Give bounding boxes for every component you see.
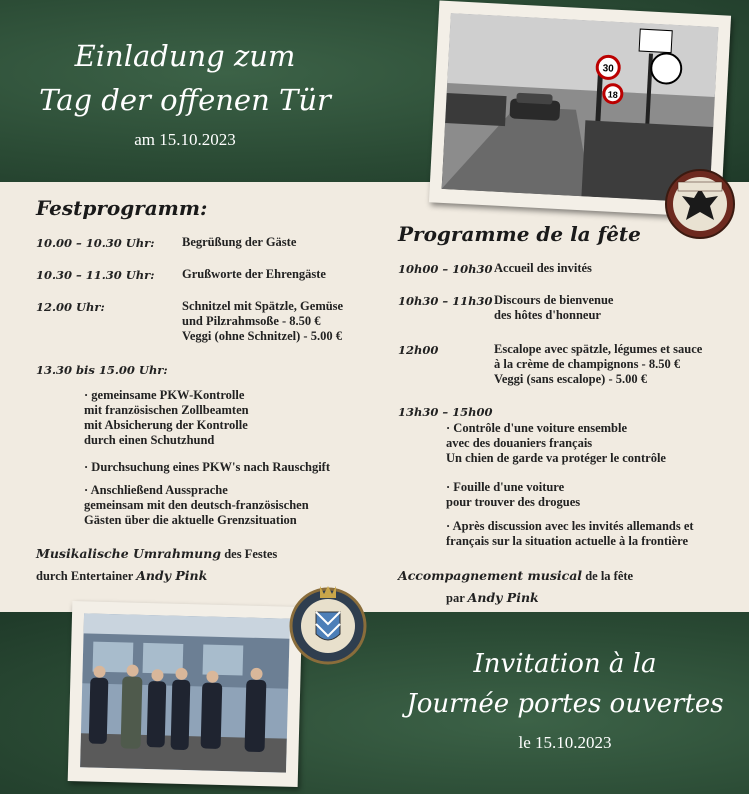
fr-entertainer-prefix: par [446,591,468,605]
fr-music-line [398,568,633,584]
customs-officers-photo [68,601,303,787]
speed-sign-18: 18 [607,89,619,100]
fr-time-3: 12h00 [398,343,439,357]
de-bullet-3: · Anschließend Aussprache gemeinsam mit den deutsch-französischen Gästen über die aktuelle Grenzsituation [84,483,309,527]
de-entertainer-prefix: durch Entertainer [36,569,137,583]
fr-bullet-2: · Fouille d'une voiture pour trouver des drogues [446,480,581,509]
fr-music-rest: de la fête [582,569,634,583]
fr-item-1: Accueil des invités [494,261,592,275]
bavarian-badge-bottom [288,580,368,666]
de-music-rest: des Festes [221,547,278,561]
french-title [385,644,745,724]
officers-photo-image [80,613,290,772]
de-item-2: Grußworte der Ehrengäste [182,267,326,281]
fr-item-2: Discours de bienvenue des hôtes d'honneur [494,293,614,322]
fr-bullet-3: · Après discussion avec les invités allemands et français sur la situation actuelle à la frontière [446,519,694,548]
de-entertainer-line [36,568,207,584]
fr-time-1: 10h00 – 10h30 [398,262,493,276]
de-time-1: 10.00 – 10.30 Uhr: [36,236,155,250]
speed-sign-30: 30 [602,63,614,75]
eagle-emblem-icon [664,168,736,240]
fr-entertainer-line [446,590,539,606]
de-bullet-1: · gemeinsame PKW-Kontrolle mit französischen Zollbeamten mit Absicherung der Kontrolle durch einen Schutzhund [84,388,249,447]
de-time-2: 10.30 – 11.30 Uhr: [36,268,155,282]
french-program-heading: Programme de la fête [398,222,641,246]
de-entertainer-name: Andy Pink [136,568,208,583]
fr-item-3: Escalope avec spätzle, légumes et sauce à la crème de champignons - 8.50 € Veggi (sans escalope) - 5.00 € [494,342,703,386]
bavarian-crest-icon [288,580,368,666]
french-title-line1: Invitation à la [473,649,657,679]
german-date: am 15.10.2023 [134,130,236,149]
french-title-line2: Journée portes ouvertes [406,689,724,719]
de-music-label: Musikalische Umrahmung [36,546,222,561]
german-title-line2: Tag der offenen Tür [39,83,331,117]
fr-afternoon-time: 13h30 – 15h00 [398,405,493,419]
fr-music-label: Accompagnement musical [398,568,583,583]
german-program-heading: Festprogramm: [36,196,208,220]
de-bullet-2: · Durchsuchung eines PKW's nach Rauschgift [84,460,330,474]
officers-picture [80,613,290,772]
de-afternoon-time: 13.30 bis 15.00 Uhr: [36,363,168,377]
french-date: le 15.10.2023 [518,733,612,752]
de-time-3: 12.00 Uhr: [36,300,105,314]
de-item-3: Schnitzel mit Spätzle, Gemüse und Pilzrahmsoße - 8.50 € Veggi (ohne Schnitzel) - 5.00 € [182,299,344,343]
de-music-line [36,546,277,562]
de-item-1: Begrüßung der Gäste [182,235,297,249]
german-title-line1: Einladung zum [74,39,296,73]
german-title [20,34,350,122]
fr-time-2: 10h30 – 11h30 [398,294,493,308]
fr-bullet-1: · Contrôle d'une voiture ensemble avec des douaniers français Un chien de garde va protéger le contrôle [446,421,666,465]
customs-badge-top [664,168,736,240]
fr-entertainer-name: Andy Pink [467,590,539,605]
